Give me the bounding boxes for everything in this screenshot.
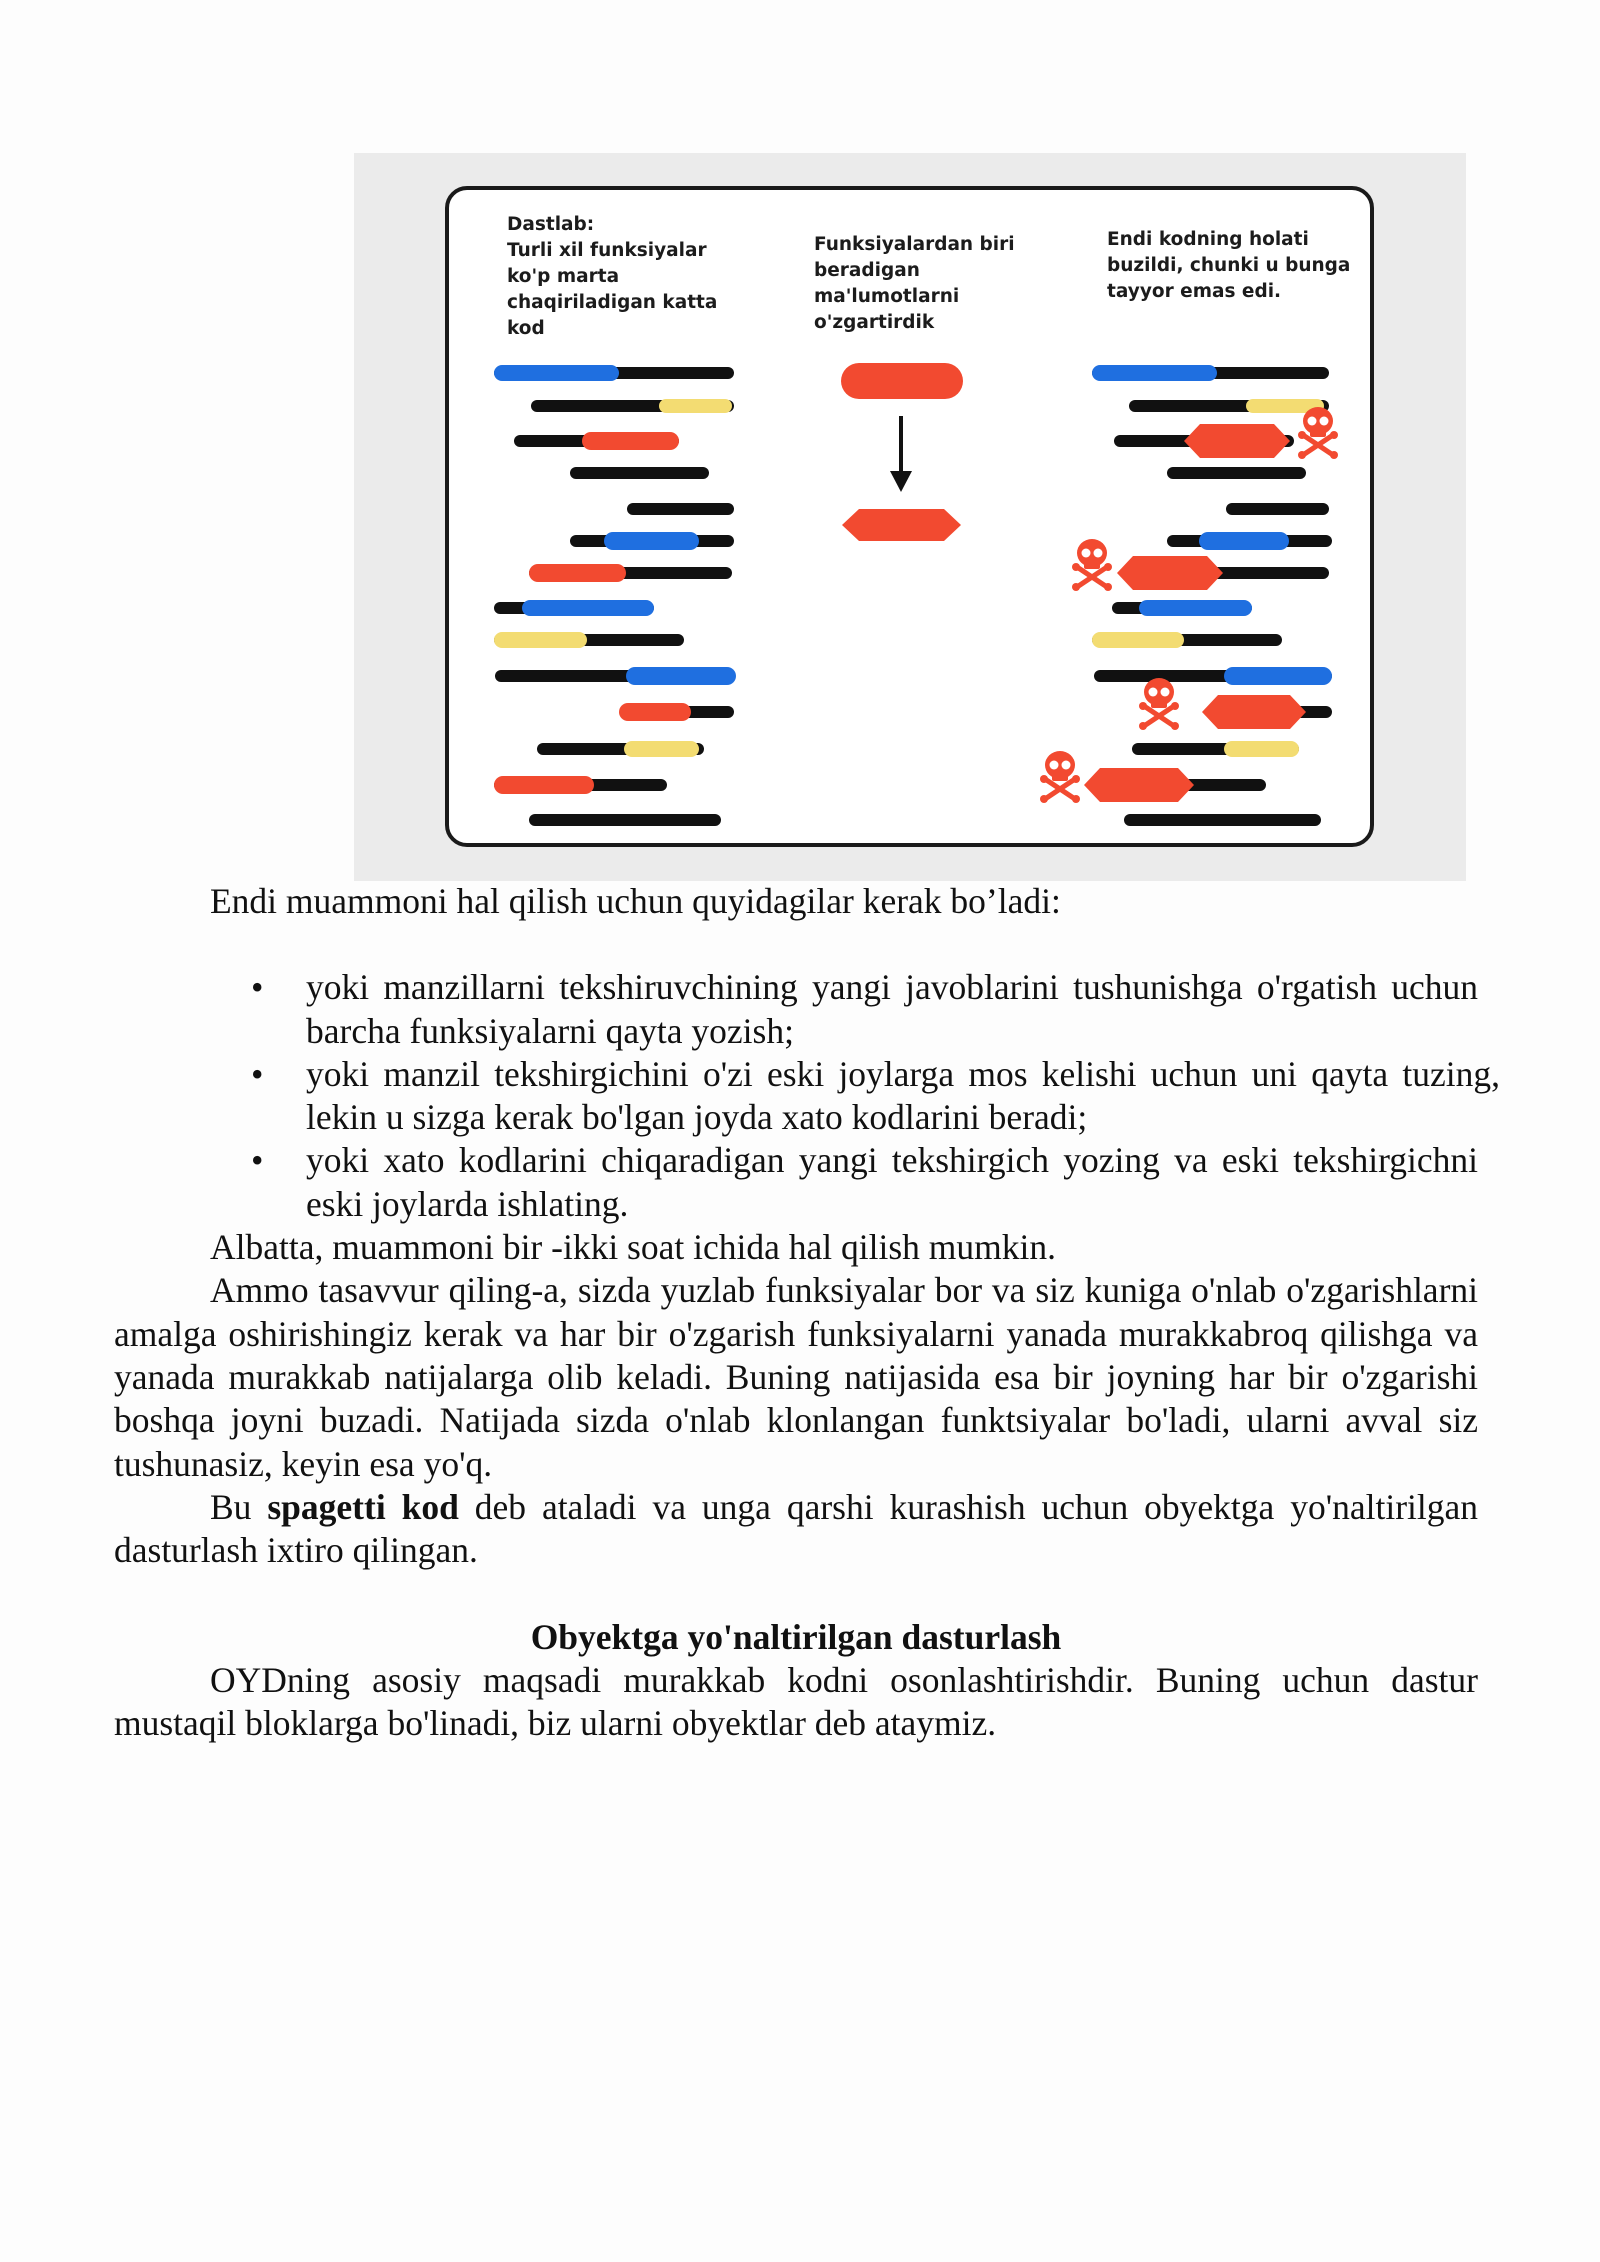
code-bar-segment: [494, 776, 594, 794]
paragraph-4: OYDning asosiy maqsadi murakkab kodni osonlashtirishdir. Buning uchun dastur mustaqil bloklarga bo'linadi, biz ularni obyektlar deb ataymiz.: [114, 1660, 1478, 1744]
code-bar-segment: [627, 503, 734, 515]
code-bar-segment: [624, 741, 699, 757]
broken-function-hexagon: [1184, 424, 1290, 458]
list-item: • yoki manzil tekshirgichini o'zi eski joylarga mos kelishi uchun uni qayta tuzing, lekin u sizga kerak bo'lgan joyda xato kodlarini beradi;: [251, 1053, 1500, 1138]
code-bar-segment: [494, 365, 619, 381]
caption-line: ma'lumotlarni: [814, 286, 960, 307]
broken-function-hexagon: [1117, 556, 1223, 590]
caption-line: buzildi, chunki u bunga: [1107, 255, 1351, 276]
bullet-icon: •: [251, 1053, 264, 1094]
code-bar-segment: [570, 467, 709, 479]
code-bar-segment: [626, 667, 736, 685]
code-bar-segment: [529, 564, 626, 582]
caption-line: ko'p marta: [507, 266, 620, 287]
code-bar-segment: [619, 703, 691, 721]
bullet-icon: •: [251, 967, 264, 1008]
code-bar-segment: [1224, 667, 1332, 685]
caption-line: Endi kodning holati: [1107, 229, 1309, 250]
code-bar-segment: [1167, 467, 1306, 479]
spaghetti-code-term: spagetti kod: [267, 1486, 459, 1527]
document-body: [114, 880, 1500, 1746]
code-bar-segment: [1092, 632, 1184, 648]
code-bar-segment: [494, 632, 587, 648]
function-pill: [841, 363, 963, 399]
caption-line: Turli xil funksiyalar: [507, 240, 707, 261]
code-bar-segment: [1199, 532, 1289, 550]
spaghetti-code-figure: [354, 153, 1466, 881]
paragraph-2: Ammo tasavvur qiling-a, sizda yuzlab funksiyalar bor va siz kuniga o'nlab o'zgarishlarni amalga oshirishingiz kerak va har bir o'zgarish funksiyalarni yanada murakkabroq qilishga va yanada murakkab natijalarga olib keladi. Buning natijasida esa bir joyning har bir o'zgarishi boshqa joyni buzadi. Natijada sizda o'nlab klonlangan funktsiyalar bo'ladi, ularni avval siz tushunasiz, keyin esa yo'q.: [114, 1270, 1478, 1484]
code-bar-segment: [1224, 741, 1299, 757]
caption-line: chaqiriladigan katta: [507, 292, 718, 313]
code-bar-segment: [659, 399, 732, 413]
bullet-list: [114, 966, 1500, 1226]
caption-line: kod: [507, 318, 545, 339]
intro-text: Endi muammoni hal qilish uchun quyidagilar kerak bo’ladi:: [210, 881, 1061, 921]
caption-line: o'zgartirdik: [814, 312, 935, 333]
caption-line: Funksiyalardan biri: [814, 234, 1015, 255]
caption-line: beradigan: [814, 260, 920, 281]
code-bar-segment: [582, 432, 679, 450]
caption-line: Dastlab:: [507, 214, 595, 235]
broken-function-hexagon: [1202, 695, 1306, 729]
paragraph-3: Bu spagetti kod deb ataladi va unga qarshi kurashish uchun obyektga yo'naltirilgan dasturlash ixtiro qilingan.: [114, 1486, 1479, 1571]
list-item: • yoki xato kodlarini chiqaradigan yangi tekshirgich yozing va eski tekshirgichni eski joylarda ishlating.: [251, 1140, 1478, 1224]
bullet-icon: •: [251, 1140, 264, 1181]
code-bar-segment: [529, 814, 721, 826]
changed-function-hexagon: [842, 509, 961, 541]
code-bar-segment: [604, 532, 699, 550]
broken-function-hexagon: [1084, 768, 1194, 802]
caption-line: tayyor emas edi.: [1107, 281, 1282, 302]
code-bar-segment: [1124, 814, 1321, 826]
spaghetti-code-diagram: [354, 153, 1466, 881]
list-item: • yoki manzillarni tekshiruvchining yangi javoblarini tushunishga o'rgatish uchun barcha funksiyalarni qayta yozish;: [251, 967, 1478, 1051]
code-bar-segment: [1139, 600, 1252, 616]
code-bar-segment: [1092, 365, 1217, 381]
code-bar-segment: [1226, 503, 1329, 515]
section-heading: Obyektga yo'naltirilgan dasturlash: [530, 1616, 1062, 1657]
paragraph-1: Albatta, muammoni bir -ikki soat ichida hal qilish mumkin.: [210, 1227, 1056, 1268]
code-bar-segment: [522, 600, 654, 616]
